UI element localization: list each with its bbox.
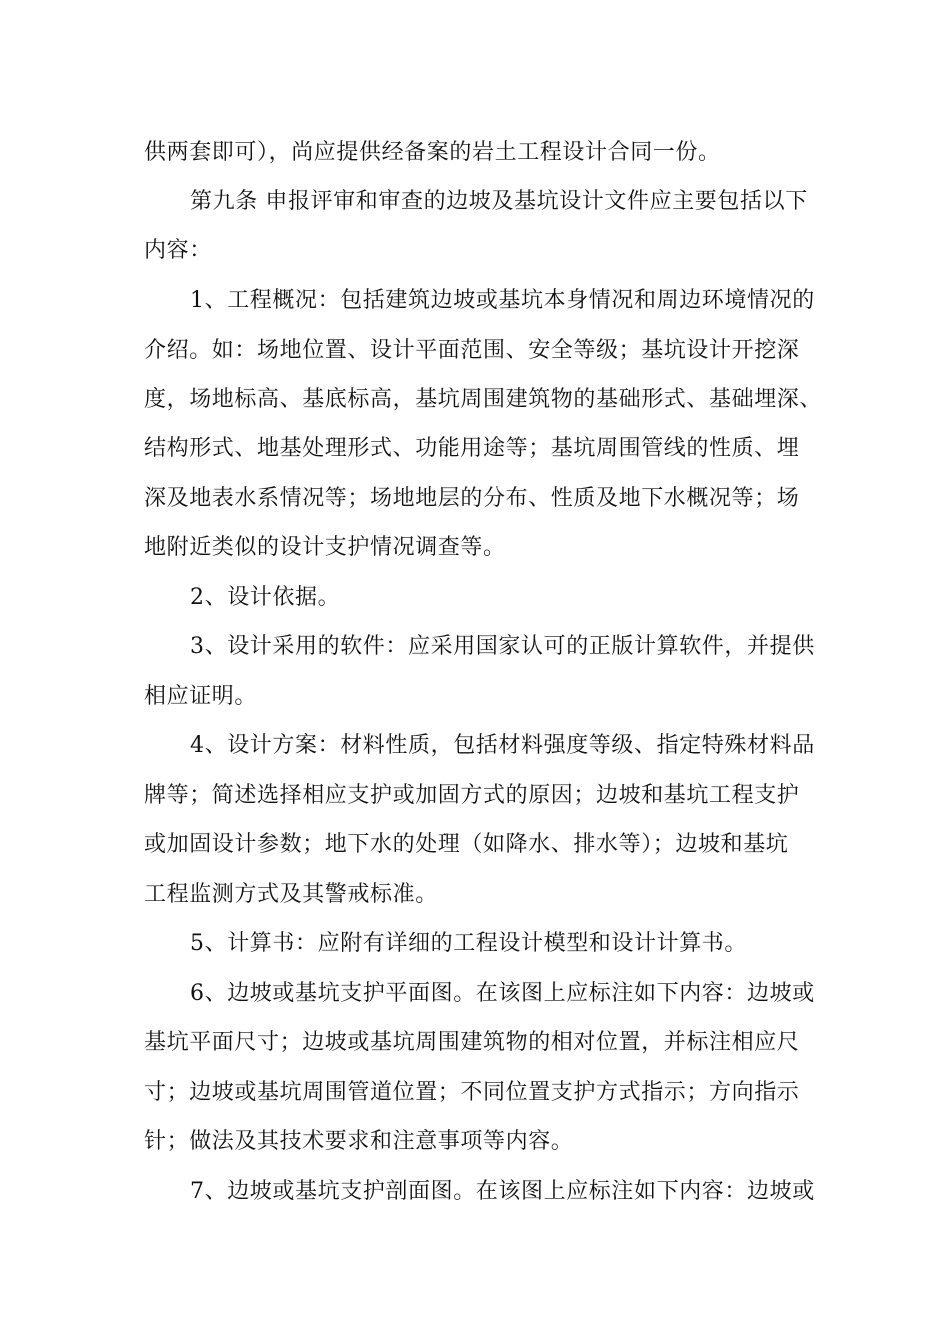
text-line: 针；做法及其技术要求和注意事项等内容。 [144, 1129, 574, 1154]
text-line: 牌等；简述选择相应支护或加固方式的原因；边坡和基坑工程支护 [144, 783, 800, 808]
list-item-heading: 1、工程概况：包括建筑边坡或基坑本身情况和周边环境情况的 [190, 288, 815, 313]
list-item-heading: 5、计算书：应附有详细的工程设计模型和设计计算书。 [190, 931, 747, 956]
text-line: 或加固设计参数；地下水的处理（如降水、排水等）；边坡和基坑 [144, 832, 789, 857]
text-line: 供两套即可），尚应提供经备案的岩土工程设计合同一份。 [144, 140, 721, 165]
text-line: 度，场地标高、基底标高，基坑周围建筑物的基础形式、基础埋深、 [144, 387, 823, 412]
text-line: 内容： [144, 238, 212, 263]
list-item-heading: 3、设计采用的软件：应采用国家认可的正版计算软件，并提供 [190, 634, 815, 659]
text-line: 介绍。如：场地位置、设计平面范围、安全等级；基坑设计开挖深 [144, 338, 800, 363]
text-line: 相应证明。 [144, 684, 258, 709]
text-line: 基坑平面尺寸；边坡或基坑周围建筑物的相对位置，并标注相应尺 [144, 1030, 800, 1055]
article-heading: 第九条 申报评审和审查的边坡及基坑设计文件应主要包括以下 [190, 189, 808, 214]
text-line: 地附近类似的设计支护情况调查等。 [144, 535, 506, 560]
text-line: 结构形式、地基处理形式、功能用途等；基坑周围管线的性质、埋 [144, 436, 800, 461]
text-line: 深及地表水系情况等；场地地层的分布、性质及地下水概况等；场 [144, 486, 800, 511]
text-line: 工程监测方式及其警戒标准。 [144, 882, 438, 907]
list-item-heading: 2、设计依据。 [190, 585, 341, 610]
list-item-heading: 4、设计方案：材料性质，包括材料强度等级、指定特殊材料品 [190, 733, 815, 758]
text-line: 寸；边坡或基坑周围管道位置；不同位置支护方式指示；方向指示 [144, 1080, 800, 1105]
list-item-heading: 6、边坡或基坑支护平面图。在该图上应标注如下内容：边坡或 [190, 981, 815, 1006]
list-item-heading: 7、边坡或基坑支护剖面图。在该图上应标注如下内容：边坡或 [190, 1179, 815, 1204]
